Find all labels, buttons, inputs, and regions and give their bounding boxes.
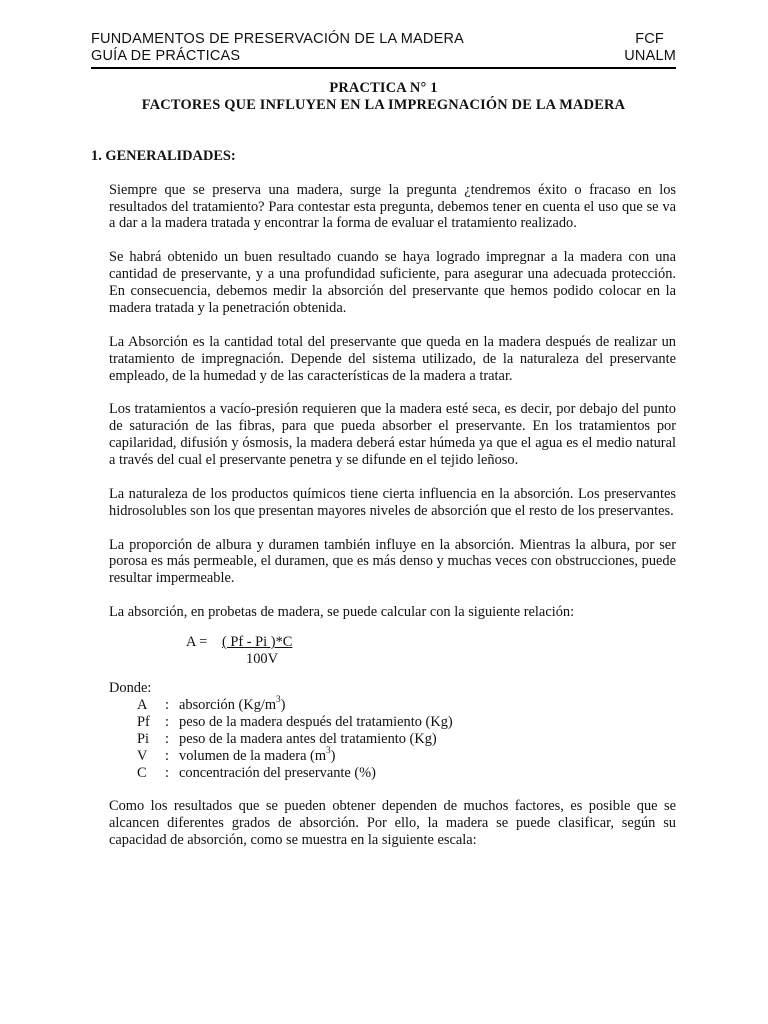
- header-course-title: FUNDAMENTOS DE PRESERVACIÓN DE LA MADERA: [91, 31, 464, 47]
- header-university: UNALM: [624, 48, 676, 64]
- variable-tail: ): [330, 747, 336, 764]
- variable-symbol: A: [137, 696, 148, 713]
- paragraph: La Absorción es la cantidad total del preservante que queda en la madera después de realizar un tratamiento de impregnación. Depende del sistema utilizado, de la naturaleza del preservante empleado, de la humedad y de las características de la madera a tratar.: [109, 333, 676, 384]
- paragraph: Siempre que se preserva una madera, surge la pregunta ¿tendremos éxito o fracaso en los resultados del tratamiento? Para contestar esta pregunta, debemos tener en cuenta el uso que se va a dar a la madera tratada y encontrar la forma de evaluar el tratamiento realizado.: [109, 181, 676, 232]
- donde-label: Donde:: [109, 680, 152, 697]
- variable-item: V : volumen de la madera $(m^3)$: [109, 748, 676, 765]
- variable-symbol: Pf: [137, 713, 150, 730]
- variable-description: peso de la madera después del tratamiento (Kg): [179, 713, 453, 730]
- variable-symbol: C: [137, 764, 147, 781]
- variable-item: Pi : peso de la madera antes del tratamiento (Kg): [109, 731, 676, 748]
- paragraph: Los tratamientos a vacío-presión requieren que la madera esté seca, es decir, por debajo del punto de saturación de las fibras, para que pueda absorber el preservante. En los tratamientos por capilaridad, difusión y ósmosis, la madera deberá estar húmeda ya que el agua es el medio natural a través del cual el preservante penetra y se difunde en el tejido leñoso.: [109, 401, 676, 469]
- variable-description: volumen de la madera (m: [179, 747, 327, 764]
- variable-description: absorción (Kg/m: [179, 696, 277, 713]
- formula-lhs: A =: [186, 634, 208, 651]
- paragraph: La absorción, en probetas de madera, se puede calcular con la siguiente relación:: [109, 604, 575, 621]
- variable-item: A : absorción $(Kg/m^3)$: [109, 697, 676, 714]
- paragraph-closing: Como los resultados que se pueden obtener dependen de muchos factores, es posible que se alcancen diferentes grados de absorción. Por ello, la madera se puede clasificar, según su capacidad de absorción, como se muestra en la siguiente escala:: [109, 798, 676, 849]
- superscript: 3: [326, 744, 331, 755]
- paragraph: La proporción de albura y duramen también influye en la absorción. Mientras la albura, por ser porosa es más permeable, el duramen, que es más denso y muchas veces con obstrucciones, puede resultar impermeable.: [109, 536, 676, 587]
- paragraph: La naturaleza de los productos químicos tiene cierta influencia en la absorción. Los preservantes hidrosolubles son los que presentan mayores niveles de absorción que el resto de los preservantes.: [109, 485, 676, 519]
- variable-description: peso de la madera antes del tratamiento (Kg): [179, 730, 437, 747]
- variable-list: [109, 694, 676, 782]
- paragraph: Se habrá obtenido un buen resultado cuando se haya logrado impregnar a la madera con una cantidad de preservante, y a una profundidad suficiente, para asegurar una adecuada protección. En consecuencia, debemos medir la absorción del preservante que hemos podido colocar en la madera tratada y la penetración obtenida.: [109, 249, 676, 316]
- practice-title: [91, 80, 676, 114]
- variable-symbol: Pi: [137, 730, 150, 747]
- document-body: [91, 80, 676, 849]
- variable-description: concentración del preservante (%): [179, 764, 376, 781]
- variable-item: C : concentración del preservante (%): [109, 765, 676, 782]
- formula-numerator: ( Pf - Pi )*C: [222, 634, 293, 651]
- header-rule: [91, 67, 676, 69]
- absorption-formula: [109, 634, 676, 672]
- practice-number: PRACTICA N° 1: [329, 80, 438, 96]
- page-header: [91, 31, 676, 65]
- variable-tail: ): [280, 696, 286, 713]
- practice-subject: FACTORES QUE INFLUYEN EN LA IMPREGNACIÓN DE LA MADERA: [141, 96, 626, 113]
- header-guide-title: GUÍA DE PRÁCTICAS: [91, 48, 241, 64]
- variable-symbol: V: [137, 747, 148, 764]
- superscript: 3: [276, 694, 281, 705]
- variable-item: Pf : peso de la madera después del tratamiento (Kg): [109, 714, 676, 731]
- section-heading: 1. GENERALIDADES:: [91, 147, 236, 164]
- header-faculty: FCF: [635, 31, 664, 47]
- formula-denominator: 100V: [246, 651, 278, 668]
